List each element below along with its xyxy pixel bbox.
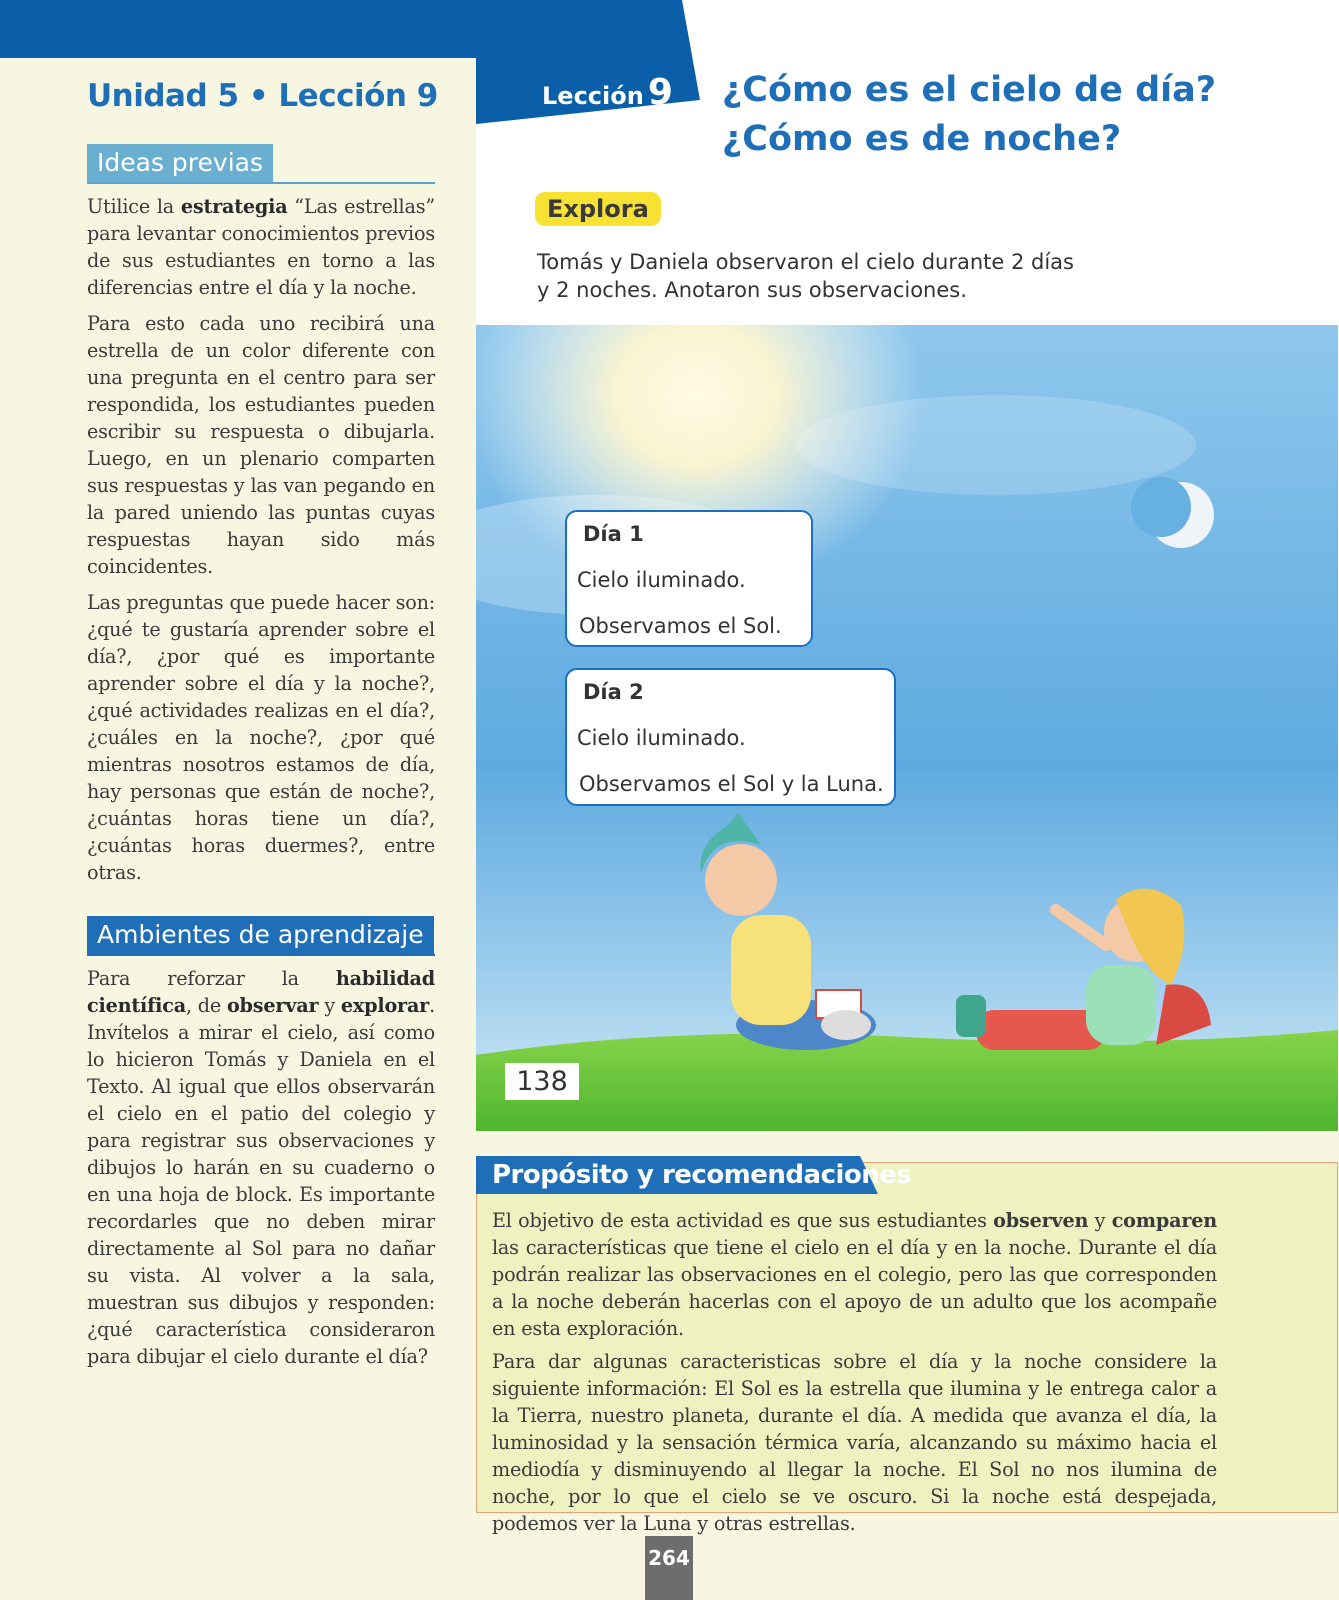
ideas-previas-heading: Ideas previas: [87, 144, 435, 184]
ideas-paragraph-1: Utilice la estrategia “Las estrellas” para levantar conocimientos previos de sus estudiantes en torno a las diferencias entre el día y la noche.: [87, 195, 435, 299]
day-1-note-card: Día 1 Cielo iluminado. Observamos el Sol.: [565, 510, 813, 647]
intro-text: Tomás y Daniela observaron el cielo durante 2 días y 2 noches. Anotaron sus observaciones.: [537, 250, 1074, 302]
unit-title: Unidad 5 • Lección 9: [87, 78, 438, 114]
book-page-number: 138: [505, 1063, 579, 1100]
lesson-label: Lección 9: [542, 72, 673, 113]
ambientes-heading: Ambientes de aprendizaje: [87, 916, 435, 956]
explora-badge: Explora: [535, 192, 661, 226]
ideas-paragraph-3: Las preguntas que puede hacer son: ¿qué te gustaría aprender sobre el día?, ¿por qué es importante aprender sobre el día y la noche?, ¿qué actividades realizas en el día?, ¿cuáles en la noche?, ¿por qué mientras nosotros estamos de día, hay personas que están de noche?, ¿cuántas horas tiene un día?, ¿cuántas horas duermes?, entre otras.: [87, 591, 435, 884]
proposito-body: [492, 1207, 1217, 1543]
day-2-note-card: Día 2 Cielo iluminado. Observamos el Sol y la Luna.: [565, 668, 896, 806]
teacher-guide-column: [87, 78, 438, 1370]
ideas-paragraph-2: Para esto cada uno recibirá una estrella de un color diferente con una pregunta en el centro para ser respondida, los estudiantes pueden escribir su respuesta o dibujarla. Luego, en un plenario comparten sus respuestas y las van pegando en la pared uniendo las puntas cuyas respuestas hayan sido más coincidentes.: [87, 312, 435, 578]
proposito-heading: Propósito y recomendaciones: [492, 1160, 912, 1190]
guide-page-number: 264: [645, 1536, 693, 1600]
top-color-band: [0, 0, 476, 58]
grass: [476, 1030, 1338, 1131]
proposito-paragraph-1: El objetivo de esta actividad es que sus estudiantes observen y comparen las características que tiene el cielo en el día y en la noche. Durante el día podrán realizar las observaciones en el colegio, pero las que corresponden a la noche deberán hacerlas con el apoyo de un adulto que los acompañe en esta exploración.: [492, 1209, 1217, 1340]
page-title: ¿Cómo es el cielo de día? ¿Cómo es de noche?: [722, 70, 1217, 159]
proposito-paragraph-2: Para dar algunas caracteristicas sobre el día y la noche considere la siguiente información: El Sol es la estrella que ilumina y le entrega calor a la Tierra, nuestro planeta, durante el día. A medida que avanza el día, la luminosidad y la sensación térmica varía, alcanzando su máximo hacia el mediodía y disminuyendo al llegar la noche. El Sol no nos ilumina de noche, por lo que el cielo se ve oscuro. Si la noche está despejada, podemos ver la Luna y otras estrellas.: [492, 1350, 1217, 1535]
ambientes-paragraph: Para reforzar la habilidad científica, de observar y explorar. Invítelos a mirar el cielo, así como lo hicieron Tomás y Daniela en el Texto. Al igual que ellos observarán el cielo en el patio del colegio y para registrar sus observaciones y dibujos lo harán en su cuaderno o en una hoja de block. Es importante recordarles que no deben mirar directamente al Sol para no dañar su vista. Al volver a la sala, muestran sus dibujos y responden: ¿qué característica consideraron para dibujar el cielo durante el día?: [87, 967, 435, 1368]
